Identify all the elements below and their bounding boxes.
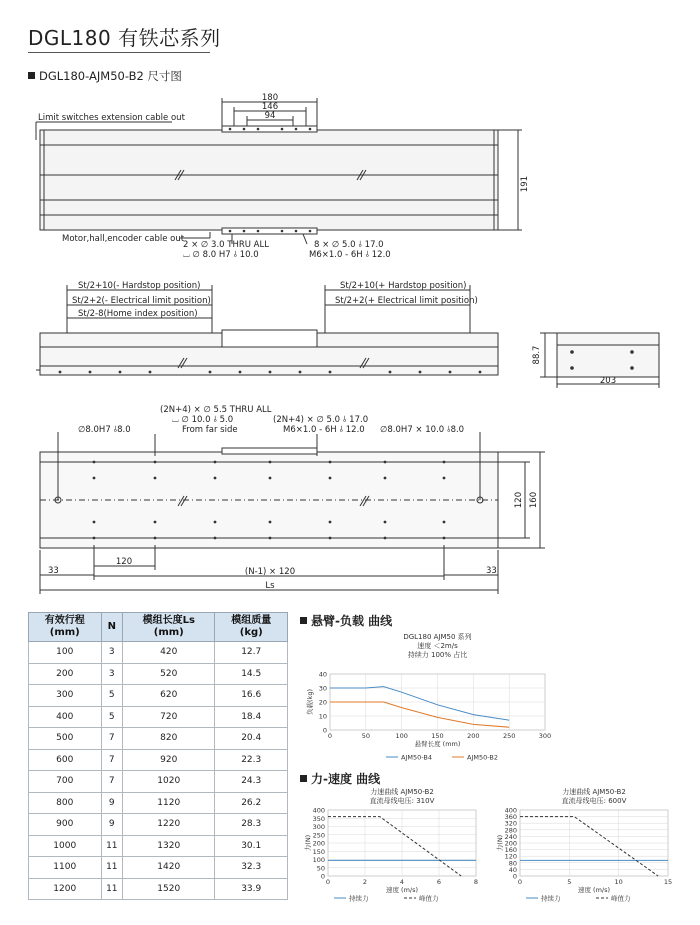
thru-hole-spec-3: From far side — [182, 425, 238, 435]
hole-a-spec-1: 2 × ∅ 3.0 THRU ALL — [183, 240, 269, 250]
x-axis-label: 悬臂长度 (mm) — [414, 740, 461, 748]
table-row: 1100 11 1420 32.3 — [29, 857, 288, 879]
y-tick-label: 250 — [312, 831, 325, 840]
y-tick-label: 10 — [318, 712, 327, 721]
x-tick-label: 10 — [614, 878, 623, 886]
dim-191: 191 — [520, 175, 530, 193]
y-tick-label: 300 — [312, 823, 325, 831]
y-tick-label: 40 — [318, 670, 327, 679]
y-tick-label: 350 — [312, 814, 325, 823]
table-row: 100 3 420 12.7 — [29, 642, 288, 664]
y-axis-label: 负载(kg) — [306, 689, 314, 715]
x-axis-label: 速度 (m/s) — [385, 886, 419, 894]
x-tick-label: 5 — [567, 878, 572, 886]
label-neg-hardstop: St/2+10(- Hardstop position) — [78, 281, 201, 291]
chart-title-line-1: 直流母线电压: 600V — [561, 797, 627, 805]
y-tick-label: 160 — [504, 846, 517, 855]
bullet-square-icon — [300, 775, 307, 782]
legend-label-1: 峰值力 — [419, 894, 439, 903]
dim-203: 203 — [599, 376, 617, 386]
x-tick-label: 8 — [473, 878, 479, 886]
y-tick-label: 320 — [504, 819, 517, 828]
y-tick-label: 30 — [318, 684, 327, 693]
callout-motor-cable: Motor,hall,encoder cable out — [62, 234, 185, 244]
dim-180: 180 — [261, 93, 279, 103]
force-speed-chart-310v — [300, 786, 490, 906]
table-row: 800 9 1120 26.2 — [29, 792, 288, 814]
table-row: 400 5 720 18.4 — [29, 706, 288, 728]
thru-hole-spec-2: ⌴ ∅ 10.0 ⫰ 5.0 — [172, 415, 234, 425]
y-tick-label: 400 — [504, 806, 517, 815]
pin-hole-left: ∅8.0H7 ⫰8.0 — [78, 425, 131, 435]
x-tick-label: 0 — [517, 878, 523, 886]
x-tick-label: 6 — [436, 878, 442, 886]
y-axis-label: 力(N) — [304, 834, 312, 852]
label-neg-elec-limit: St/2+2(- Electrical limit position) — [72, 296, 211, 306]
x-tick-label: 2 — [362, 878, 368, 886]
tap-hole-spec-2: M6×1.0 - 6H ⫰ 12.0 — [283, 425, 365, 435]
thru-hole-spec-1: (2N+4) × ∅ 5.5 THRU ALL — [160, 405, 272, 415]
y-tick-label: 200 — [504, 839, 517, 848]
table-row: 900 9 1220 28.3 — [29, 814, 288, 836]
header-length: 模组长度Ls (mm) — [123, 613, 215, 642]
table-row: 700 7 1020 24.3 — [29, 771, 288, 793]
dim-ls: Ls — [265, 581, 275, 591]
y-tick-label: 280 — [504, 826, 517, 835]
x-tick-label: 250 — [502, 732, 516, 740]
title-underline — [28, 52, 210, 53]
force-speed-chart-600v — [492, 786, 682, 906]
y-tick-label: 400 — [312, 806, 325, 815]
x-tick-label: 0 — [325, 878, 331, 886]
y-tick-label: 240 — [504, 832, 517, 841]
section-force-speed-heading: 力-速度 曲线 — [300, 770, 380, 787]
pin-hole-right: ∅8.0H7 × 10.0 ⫰8.0 — [380, 425, 465, 435]
dim-88-7: 88.7 — [532, 345, 542, 365]
y-tick-label: 0 — [512, 872, 517, 881]
table-row: 600 7 920 22.3 — [29, 749, 288, 771]
x-tick-label: 150 — [431, 732, 444, 740]
dim-33-right: 33 — [486, 566, 497, 576]
header-mass: 模组质量 (kg) — [215, 613, 288, 642]
dim-n-minus-1: (N-1) × 120 — [244, 567, 296, 577]
y-tick-label: 150 — [312, 847, 325, 856]
dim-33-left: 33 — [48, 566, 59, 576]
legend-label-0: 持续力 — [349, 894, 369, 903]
bullet-square-icon — [28, 72, 35, 79]
table-row: 500 7 820 20.4 — [29, 728, 288, 750]
hole-b-spec-2: M6×1.0 - 6H ⫰ 12.0 — [309, 250, 391, 260]
x-tick-label: 200 — [467, 732, 480, 740]
callout-limit-cable: Limit switches extension cable out — [38, 113, 185, 123]
table-row: 1000 11 1320 30.1 — [29, 835, 288, 857]
dim-146: 146 — [261, 102, 279, 112]
chart-title-line-0: DGL180 AJM50 系列 — [403, 633, 472, 641]
x-tick-label: 100 — [395, 732, 408, 740]
tap-hole-spec-1: (2N+4) × ∅ 5.0 ⫰ 17.0 — [273, 415, 369, 425]
y-tick-label: 0 — [322, 726, 327, 735]
dim-94: 94 — [264, 111, 276, 121]
bullet-square-icon — [300, 617, 307, 624]
dim-120-vertical: 120 — [514, 491, 524, 509]
hole-a-spec-2: ⌴ ∅ 8.0 H7 ⫰ 10.0 — [183, 250, 259, 260]
table-row: 300 5 620 16.6 — [29, 685, 288, 707]
label-home-index: St/2-8(Home index position) — [78, 309, 198, 319]
y-tick-label: 200 — [312, 839, 325, 848]
label-pos-elec-limit: St/2+2(+ Electrical limit position) — [335, 296, 478, 306]
y-axis-label: 力(N) — [496, 834, 504, 852]
y-tick-label: 120 — [504, 852, 517, 861]
page-title: DGL180 有铁芯系列 — [28, 26, 221, 50]
chart-title-line-1: 速度 ＜2m/s — [417, 642, 458, 650]
y-tick-label: 40 — [508, 865, 517, 874]
table-row: 200 3 520 14.5 — [29, 663, 288, 685]
x-tick-label: 50 — [361, 732, 370, 740]
chart-title-line-2: 持续力 100% 占比 — [407, 651, 468, 659]
section-cantilever-heading: 悬臂-负载 曲线 — [300, 612, 392, 629]
cantilever-load-chart — [300, 630, 560, 765]
header-stroke: 有效行程 (mm) — [29, 613, 102, 642]
y-tick-label: 20 — [318, 698, 327, 707]
x-axis-label: 速度 (m/s) — [577, 886, 611, 894]
x-tick-label: 15 — [663, 878, 673, 886]
x-tick-label: 0 — [327, 732, 333, 740]
y-tick-label: 360 — [504, 813, 517, 822]
spec-table — [28, 612, 288, 900]
drawing-subtitle-text: DGL180-AJM50-B2 尺寸图 — [39, 69, 182, 83]
legend-label-1: AJM50-B2 — [467, 753, 498, 762]
side-view-drawing — [0, 275, 700, 395]
x-tick-label: 300 — [538, 732, 552, 740]
y-tick-label: 80 — [508, 859, 517, 868]
top-view-drawing — [0, 88, 700, 263]
y-tick-label: 50 — [316, 864, 325, 873]
chart-title-line-0: 力速曲线 AJM50-B2 — [562, 788, 626, 796]
legend-label-0: 持续力 — [541, 894, 561, 903]
header-n: N — [101, 613, 123, 642]
drawing-subtitle — [28, 68, 182, 84]
dim-160-vertical: 160 — [529, 491, 539, 509]
table-row: 1200 11 1520 33.9 — [29, 878, 288, 900]
y-tick-label: 0 — [320, 872, 325, 881]
hole-b-spec-1: 8 × ∅ 5.0 ⫰ 17.0 — [314, 240, 384, 250]
legend-label-0: AJM50-B4 — [401, 753, 432, 762]
x-tick-label: 4 — [399, 878, 405, 886]
legend-label-1: 峰值力 — [611, 894, 631, 903]
label-pos-hardstop: St/2+10(+ Hardstop position) — [340, 281, 467, 291]
y-tick-label: 100 — [312, 856, 325, 864]
chart-title-line-1: 直流母线电压: 310V — [369, 797, 435, 805]
dim-120-pitch: 120 — [115, 557, 133, 567]
bottom-view-drawing — [0, 400, 700, 600]
chart-title-line-0: 力速曲线 AJM50-B2 — [370, 788, 434, 796]
